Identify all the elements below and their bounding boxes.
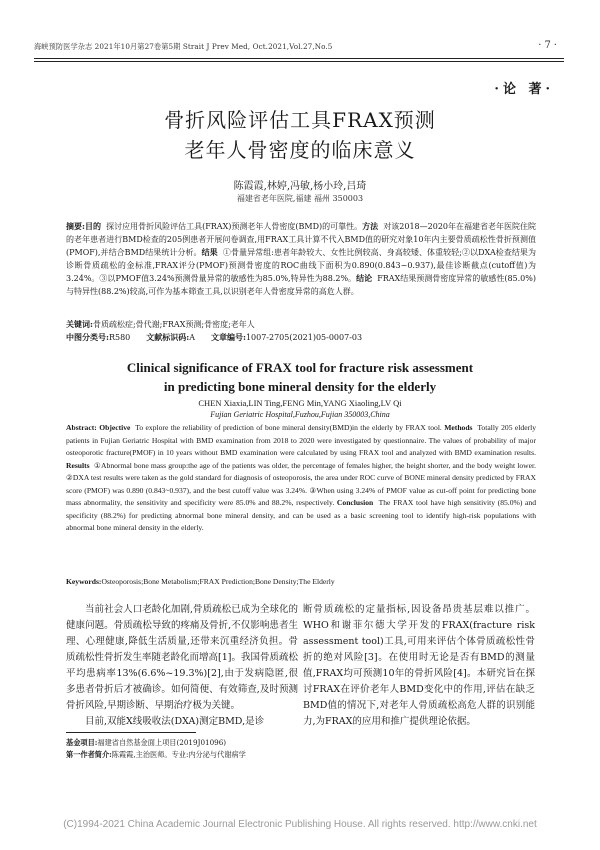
en-conclusion-label: Conclusion bbox=[336, 498, 374, 507]
chinese-title-line-1: 骨折风险评估工具FRAX预测 bbox=[164, 108, 436, 132]
en-methods-text: Totally 205 elderly patients in Fujian Geriatric Hospital with BMD examination from 2018 to 2020 were investigated by questionnaire. The values of probability of major osteoporotic fracture(PMOF) in 10 years without BMD examination were calculated by using FRAX tool and analyzed with BMD examination results. bbox=[66, 423, 537, 457]
body-column-left bbox=[66, 602, 298, 730]
english-title-line-1: Clinical significance of FRAX tool for fracture risk assessment bbox=[126, 360, 474, 375]
clc-value: R580 bbox=[108, 333, 131, 342]
doc-code-value: A bbox=[189, 333, 195, 342]
english-authors: CHEN Xiaxia,LIN Ting,FENG Min,YANG Xiaoling,LV Qi bbox=[198, 398, 402, 408]
running-head: 海峡预防医学杂志 2021年10月第27卷第5期 Strait J Prev Med, Oct.2021,Vol.27,No.5 bbox=[34, 42, 333, 51]
keywords-text: 骨质疏松症;骨代谢;FRAX预测;骨密度;老年人 bbox=[92, 320, 255, 329]
classification-line bbox=[66, 331, 536, 344]
english-affiliation: Fujian Geriatric Hospital,Fuzhou,Fujian 350003,China bbox=[210, 410, 390, 419]
footnote-first-author bbox=[66, 750, 246, 760]
first-author-text: 陈霞霞,主治医师。专业:内分泌与代谢病学 bbox=[111, 750, 246, 759]
results-text: ①骨量异常组:患者年龄较大、女性比例较高、身高较矮、体重较轻;②以DXA检查结果为诊断骨质疏松的金标准,FRAX评分(PMOF)预测骨密度的ROC曲线下面积为0.890(0.843~0.937),最佳诊断截点(cutoff值)为3.24%。③以PMOF值3.24%预测骨量异常的敏感性为85.0%,特异性为88.2%。 bbox=[66, 248, 536, 283]
footnote-fund bbox=[66, 738, 226, 748]
en-keywords-text: Osteoporosis;Bone Metabolism;FRAX Prediction;Bone Density;The Elderly bbox=[101, 577, 335, 586]
en-results-label: Results bbox=[66, 460, 90, 470]
page-number: ·7· bbox=[538, 40, 560, 51]
results-label: 结果 bbox=[201, 247, 218, 257]
methods-label: 方法 bbox=[362, 221, 379, 231]
chinese-title bbox=[0, 105, 600, 165]
chinese-metadata bbox=[66, 318, 536, 344]
article-no-label: 文章编号: bbox=[210, 332, 246, 342]
en-methods-label: Methods bbox=[444, 423, 473, 432]
en-conclusion-text: The FRAX tool have high sensitivity (85.0%) and specificity (88.2%) for predicting abnormal bone mineral density, and can be used as a basic screening tool to identify high-risk populations with abnormal bone mineral density in the elderly. bbox=[66, 498, 537, 532]
doc-code-label: 文献标识码: bbox=[146, 332, 190, 342]
keywords-label: 关键词: bbox=[66, 319, 93, 329]
en-objective-label: Objective bbox=[99, 423, 131, 432]
english-abstract bbox=[66, 422, 536, 535]
clc-label: 中图分类号: bbox=[66, 332, 109, 342]
en-objective-text: To explore the reliability of prediction of bone mineral density(BMD)in the elderly by FRAX tool. bbox=[135, 423, 442, 432]
objective-text: 探讨应用骨折风险评估工具(FRAX)预测老年人骨密度(BMD)的可靠性。 bbox=[106, 222, 363, 231]
english-title bbox=[0, 358, 600, 396]
objective-label: 目的 bbox=[84, 221, 101, 231]
conclusion-label: 结论 bbox=[356, 273, 373, 283]
abstract-label: 摘要: bbox=[66, 221, 85, 231]
fund-text: 福建省自然基金面上项目(2019J01096) bbox=[97, 738, 227, 747]
chinese-affiliation: 福建省老年医院,福建 福州 350003 bbox=[236, 194, 364, 203]
chinese-authors: 陈霞霞,林婷,冯敏,杨小玲,吕琦 bbox=[233, 181, 367, 192]
body-paragraph: 断骨质疏松的定量指标,因设备昂贵基层难以推广。WHO和谢菲尔德大学开发的FRAX(fracture risk assessment tool)工具,可用来评估个体骨质疏松性骨折的绝对风险[3]。在使用时无论是否有BMD的测量值,FRAX均可预测10年的骨折风险[4]。本研究旨在探讨FRAX在评价老年人BMD变化中的作用,评估在缺乏BMD值的情况下,对老年人骨质疏松高危人群的识别能力,为FRAX的应用和推广提供理论依据。 bbox=[303, 604, 535, 727]
first-author-label: 第一作者简介: bbox=[66, 750, 112, 759]
en-results-text: ①Abnormal bone mass group:the age of the patients was older, the percentage of females higher, the height shorter, and the body weight lower. ②DXA test results were taken as the gold standard for diagnosis of osteoporosis, the area under ROC curve of BONE mineral density predicted by FRAX score (PMOF) was 0.890 (0.843~0.937), and the best cutoff value was 3.24%. ③When using 3.24% of PMOF value as cut-off point for predicting bone mass abnormality, the sensitivity and specificity were 85.0% and 88.2%, respectively. bbox=[66, 460, 537, 507]
footnote-rule bbox=[66, 732, 196, 733]
conclusion-text: FRAX结果预测骨密度异常的敏感性(85.0%)与特异性(88.2%)较高,可作为基本筛查工具,以识别老年人骨密度异常的高危人群。 bbox=[66, 274, 536, 296]
methods-text: 对该2018—2020年在福建省老年医院住院的老年患者进行BMD检查的205例患者开展问卷调查,用FRAX工具计算不代入BMD值的研究对象10年内主要骨质疏松性骨折预测值(PMOF),并结合BMD结果统计分析。 bbox=[66, 222, 537, 257]
chinese-keywords bbox=[66, 318, 536, 331]
body-paragraph: 当前社会人口老龄化加剧,骨质疏松已成为全球化的健康问题。骨质疏松导致的疼痛及骨折,不仅影响患者生理、心理健康,降低生活质量,还带来沉重经济负担。骨质疏松性骨折发生率随老龄化而增高[1]。我国骨质疏松平均患病率13%(6.6%~19.3%)[2],由于发病隐匿,很多患者骨折后才被确诊。如何简便、有效筛查,及时预测骨折风险,早期诊断、早期治疗极为关键。 bbox=[66, 604, 298, 711]
header-rule-thick bbox=[34, 58, 564, 59]
header-rule-thin bbox=[34, 61, 564, 62]
english-title-line-2: in predicting bone mineral density for the elderly bbox=[163, 379, 437, 394]
copyright-watermark: (C)1994-2021 China Academic Journal Electronic Publishing House. All rights reserved. http://www.cnki.net bbox=[63, 819, 537, 830]
en-keywords-label: Keywords: bbox=[66, 577, 102, 586]
article-no-value: 1007-2705(2021)05-0007-03 bbox=[245, 333, 363, 342]
english-keywords bbox=[66, 576, 536, 589]
body-column-right bbox=[303, 602, 535, 730]
chinese-abstract bbox=[66, 220, 536, 298]
section-label: ·论 著· bbox=[494, 82, 554, 97]
chinese-title-line-2: 老年人骨密度的临床意义 bbox=[184, 138, 416, 162]
en-abstract-label: Abstract: bbox=[66, 423, 97, 432]
fund-label: 基金项目: bbox=[66, 738, 98, 747]
body-paragraph: 目前,双能X线吸收法(DXA)测定BMD,是诊 bbox=[85, 716, 265, 727]
